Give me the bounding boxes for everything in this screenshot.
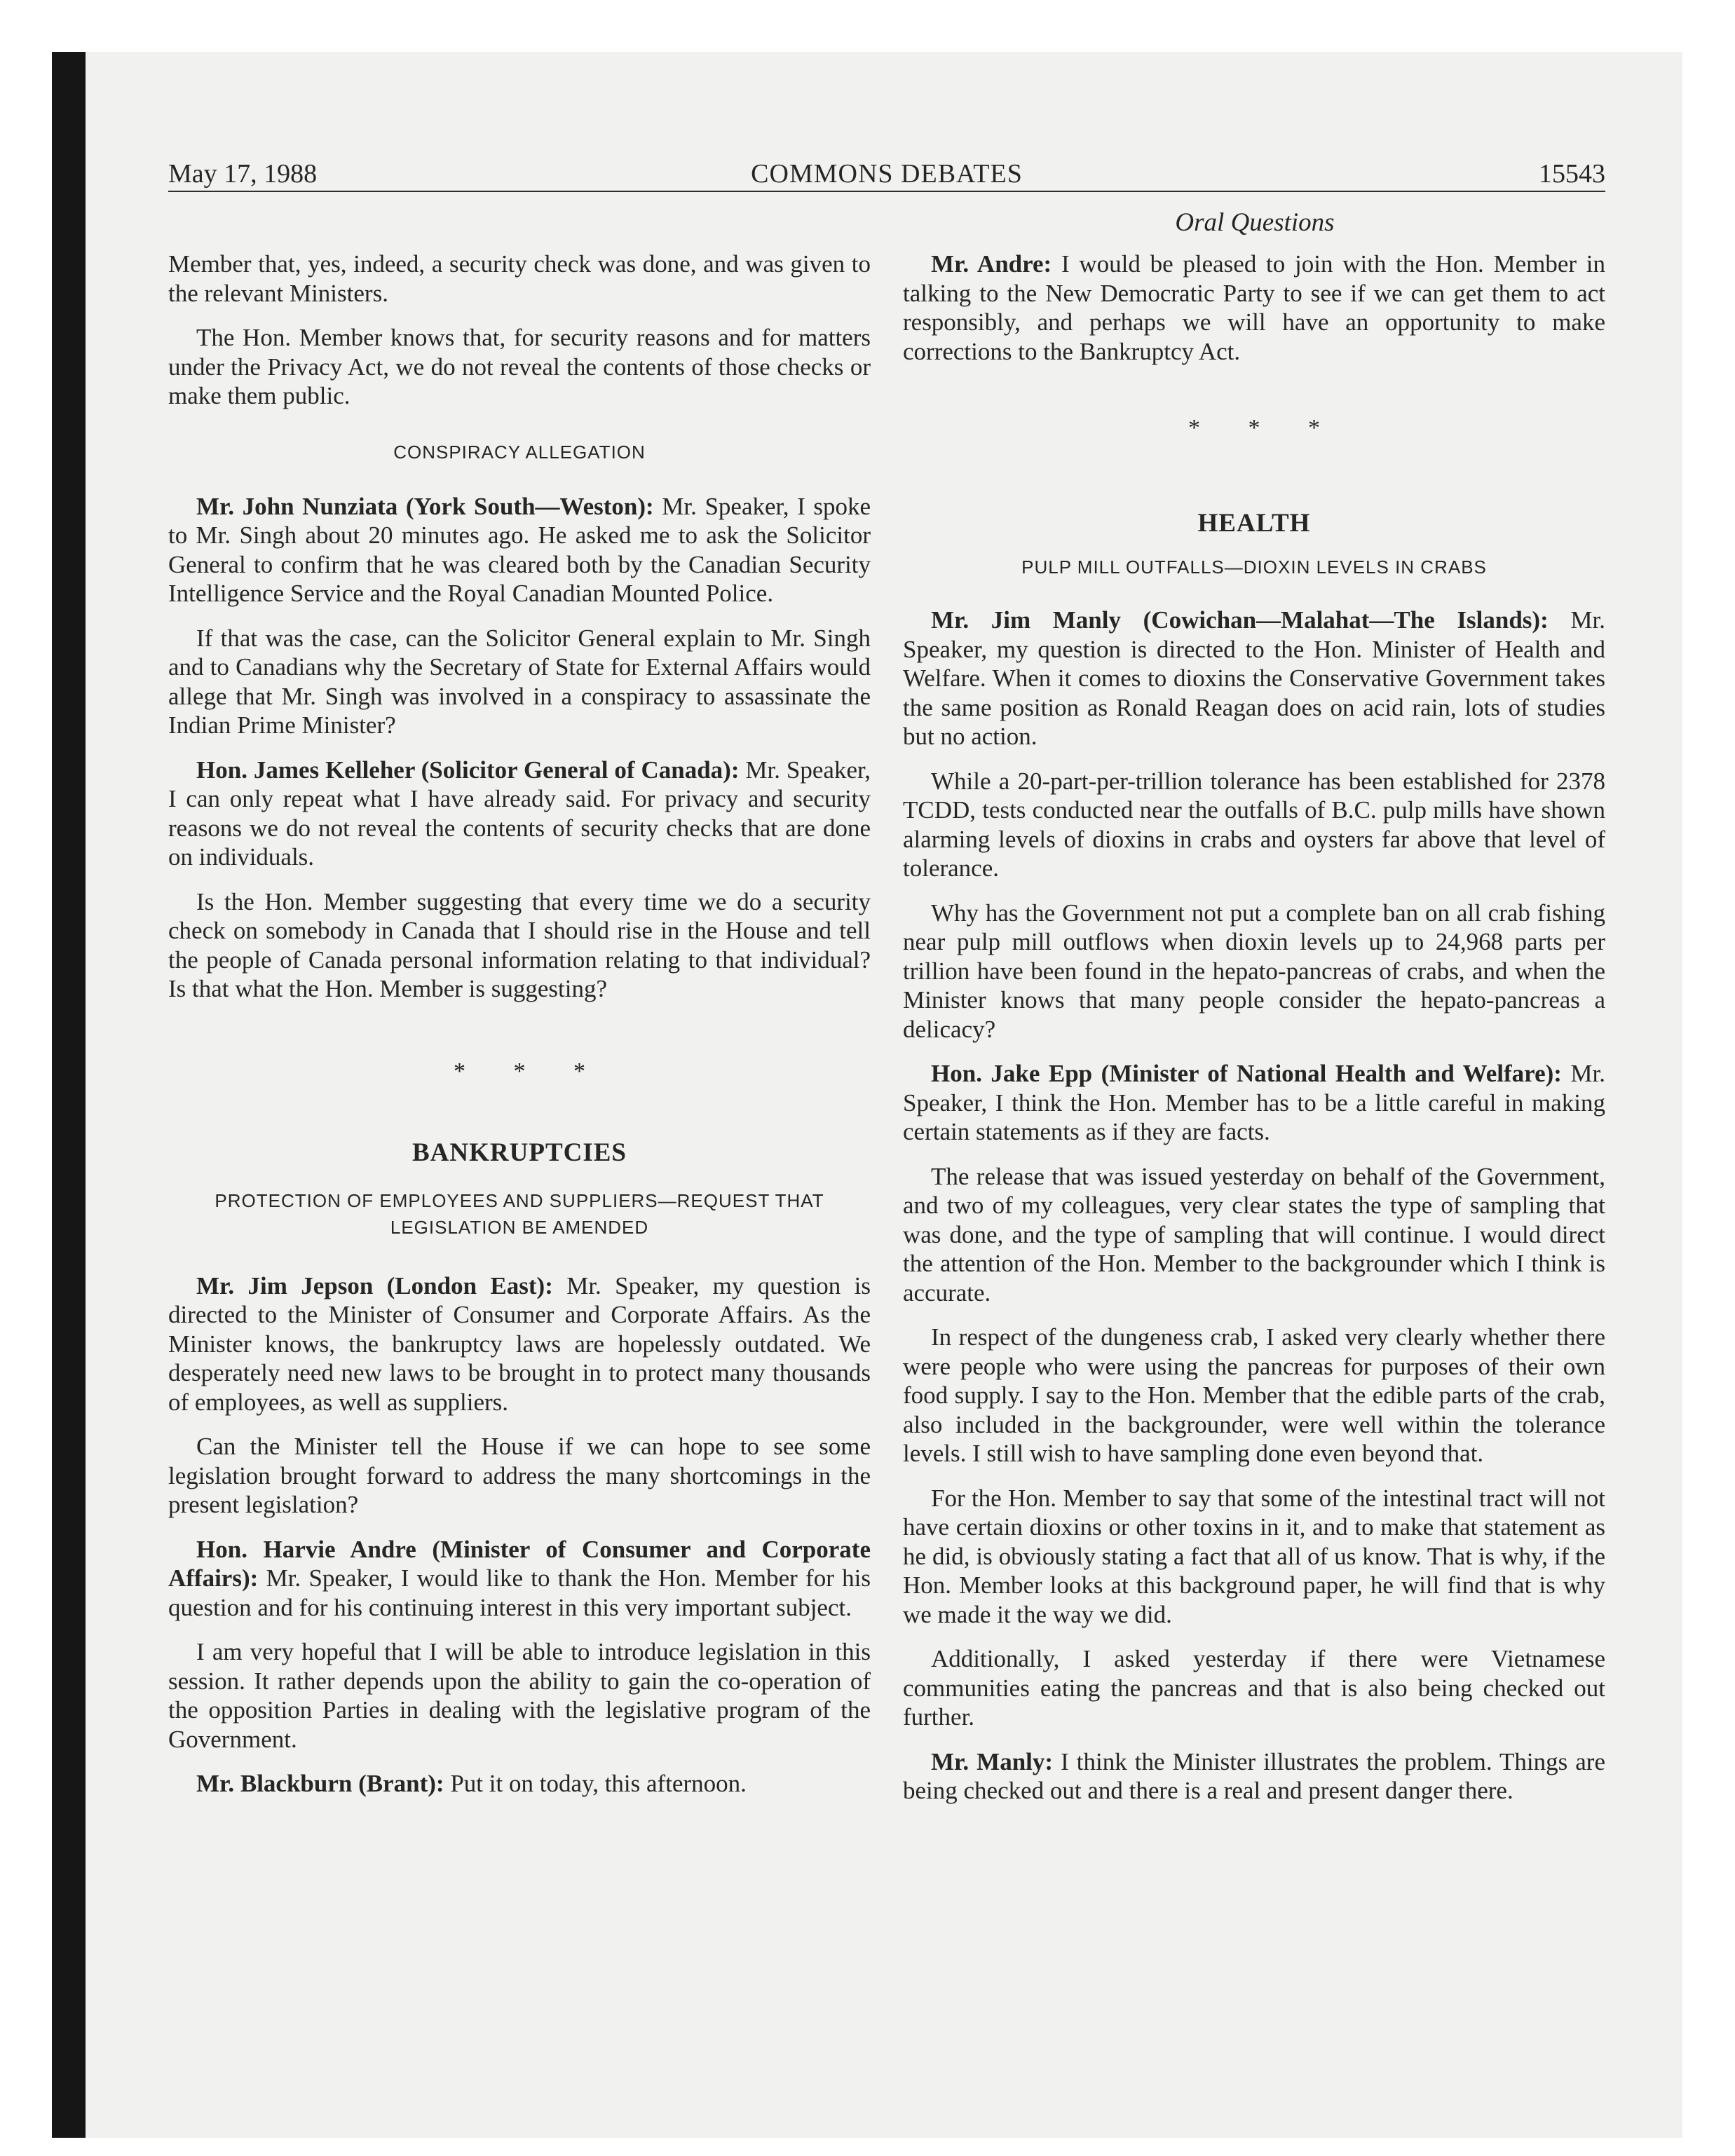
heading-health: HEALTH	[1197, 509, 1311, 538]
speaker-name: Mr. Jim Manly (Cowichan—Malahat—The Islands):	[931, 606, 1549, 634]
paragraph: The Hon. Member knows that, for security reasons and for matters under the Privacy Act, we do not reveal the contents of those checks or make them public.	[168, 324, 871, 409]
paragraph: Why has the Government not put a complete ban on all crab fishing near pulp mill outflows when dioxin levels up to 24,968 parts per trillion have been found in the hepato-pancreas of crabs, and when the Minister knows that many people consider the hepato-pancreas a delicacy?	[903, 899, 1605, 1043]
paragraph	[903, 250, 1605, 366]
paragraph	[168, 1769, 871, 1799]
speech-text: Mr. Speaker, I spoke to Mr. Singh about 20 minutes ago. He asked me to ask the Solicitor General to confirm that he was cleared both by the Canadian Security Intelligence Service and the Royal Canadian Mounted Police.	[168, 492, 871, 607]
speech-text: I would be pleased to join with the Hon. Member in talking to the New Democratic Party to see if we can get them to act responsibly, and perhaps we will have an opportunity to make corrections to the Bankruptcy Act.	[903, 250, 1605, 365]
paragraph: Additionally, I asked yesterday if there were Vietnamese communities eating the pancreas and that is also being checked out further.	[903, 1645, 1605, 1731]
header-rule	[168, 191, 1605, 192]
paragraph: If that was the case, can the Solicitor General explain to Mr. Singh and to Canadians why the Secretary of State for External Affairs would allege that Mr. Singh was involved in a conspiracy to assassinate the Indian Prime Minister?	[168, 624, 871, 739]
paragraph: Member that, yes, indeed, a security check was done, and was given to the relevant Ministers.	[168, 250, 871, 307]
paragraph: Is the Hon. Member suggesting that every time we do a security check on somebody in Canada that I should rise in the House and tell the people of Canada personal information relating to that individual? Is that what the Hon. Member is suggesting?	[168, 887, 871, 1002]
speaker-name: Mr. Manly:	[931, 1747, 1054, 1775]
paragraph	[903, 606, 1605, 751]
paragraph: The release that was issued yesterday on behalf of the Government, and two of my colleagues, very clear states the type of sampling that was done, and the type of sampling that will continue. I would direct the attention of the Hon. Member to the backgrounder which I think is accurate.	[903, 1162, 1605, 1306]
subheading-pulp-mill: PULP MILL OUTFALLS—DIOXIN LEVELS IN CRABS	[1021, 557, 1487, 578]
speaker-name: Hon. Harvie Andre (Minister of Consumer and Corporate Affairs):	[168, 1535, 871, 1592]
paragraph	[903, 1747, 1605, 1806]
page-number: 15543	[1539, 159, 1605, 189]
section-break-stars: * * *	[454, 1058, 606, 1084]
paragraph	[168, 492, 871, 608]
right-column	[903, 250, 1605, 1821]
paragraph	[168, 756, 871, 872]
speech-text: Mr. Speaker, I can only repeat what I have already said. For privacy and security reasons we do not reveal the contents of security checks that are done on individuals.	[168, 756, 871, 871]
speaker-name: Mr. Andre:	[931, 250, 1052, 278]
speech-text: Mr. Speaker, I would like to thank the Hon. Member for his question and for his continuing interest in this very important subject.	[168, 1564, 871, 1621]
running-section-title: Oral Questions	[1175, 208, 1335, 237]
speaker-name: Mr. Blackburn (Brant):	[196, 1770, 444, 1797]
heading-bankruptcies: BANKRUPTCIES	[412, 1138, 627, 1167]
paragraph	[903, 1059, 1605, 1147]
speech-text: Put it on today, this afternoon.	[444, 1770, 747, 1797]
paragraph: In respect of the dungeness crab, I asked very clearly whether there were people who were using the pancreas for purposes of their own food supply. I say to the Hon. Member that the edible parts of the crab, also included in the backgrounder, were well within the tolerance levels. I still wish to have sampling done even beyond that.	[903, 1323, 1605, 1467]
paragraph	[168, 1271, 871, 1417]
speaker-name: Hon. Jake Epp (Minister of National Health and Welfare):	[931, 1060, 1562, 1087]
subheading-conspiracy: CONSPIRACY ALLEGATION	[393, 441, 646, 463]
speech-text: Mr. Speaker, my question is directed to the Minister of Consumer and Corporate Affairs. As the Minister knows, the bankruptcy laws are hopelessly outdated. We desperately need new laws to be brought in to protect many thousands of employees, as well as suppliers.	[168, 1271, 871, 1416]
speech-text: I think the Minister illustrates the problem. Things are being checked out and there is a real and present danger there.	[903, 1747, 1605, 1804]
header-publication: COMMONS DEBATES	[751, 159, 1023, 189]
speech-text: Mr. Speaker, I think the Hon. Member has to be a little careful in making certain statements as if they are facts.	[903, 1060, 1605, 1145]
subheading-protection: PROTECTION OF EMPLOYEES AND SUPPLIERS—REQUEST THAT LEGISLATION BE AMENDED	[215, 1189, 824, 1238]
section-break-stars: * * *	[1188, 415, 1341, 441]
paragraph	[168, 1535, 871, 1623]
speech-text: Mr. Speaker, my question is directed to the Hon. Minister of Health and Welfare. When it comes to dioxins the Conservative Government takes the same position as Ronald Reagan does on acid rain, lots of studies but no action.	[903, 606, 1605, 750]
paragraph: Can the Minister tell the House if we can hope to see some legislation brought forward to address the many shortcomings in the present legislation?	[168, 1433, 871, 1518]
running-header	[168, 156, 1605, 192]
binding-edge	[52, 52, 86, 2138]
paragraph: While a 20-part-per-trillion tolerance has been established for 2378 TCDD, tests conducted near the outfalls of B.C. pulp mills have shown alarming levels of dioxins in crabs and oysters far above that level of tolerance.	[903, 767, 1605, 882]
paragraph: For the Hon. Member to say that some of the intestinal tract will not have certain dioxins or other toxins in it, and to make that statement as he did, is obviously stating a fact that all of us know. That is why, if the Hon. Member looks at this background paper, he will find that is why we made it the way we did.	[903, 1484, 1605, 1628]
speaker-name: Hon. James Kelleher (Solicitor General of Canada):	[196, 756, 740, 784]
header-date: May 17, 1988	[168, 159, 318, 189]
speaker-name: Mr. Jim Jepson (London East):	[196, 1271, 553, 1299]
paragraph: I am very hopeful that I will be able to introduce legislation in this session. It rather depends upon the ability to gain the co-operation of the opposition Parties in dealing with the legislative program of the Government.	[168, 1638, 871, 1753]
speaker-name: Mr. John Nunziata (York South—Weston):	[196, 492, 654, 520]
left-column	[168, 250, 871, 1814]
